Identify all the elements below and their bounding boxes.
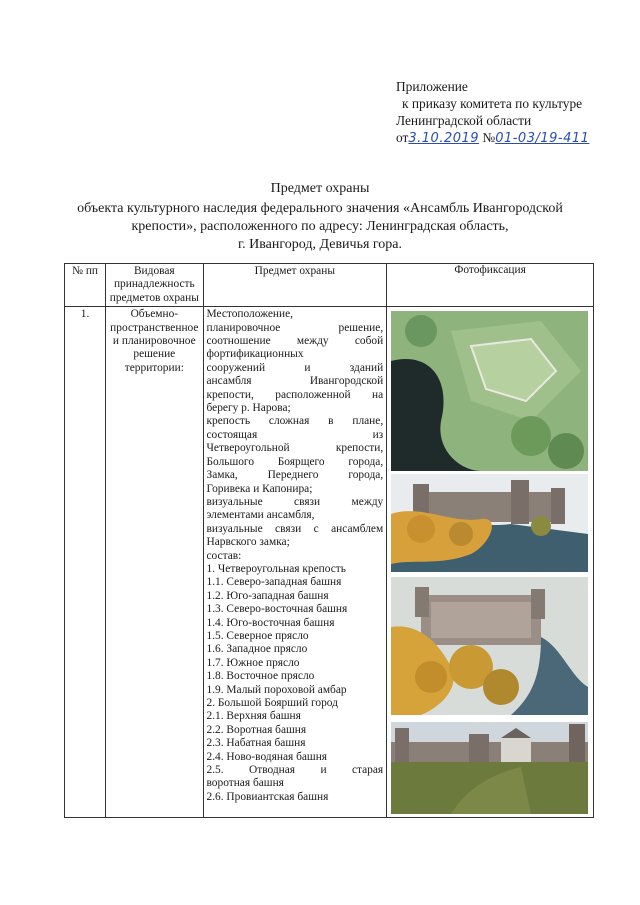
subject-line: 2.3. Набатная башня	[206, 737, 306, 750]
aerial-photo-icon	[391, 311, 588, 471]
row-type: Объемно-пространственное и планировочное решение территории:	[106, 307, 203, 818]
number-prefix: №	[482, 130, 496, 145]
subject-line: Большого Боярщего города,	[206, 455, 384, 468]
subject-line: 2.4. Ново-водяная башня	[206, 750, 328, 763]
header-type: Видовая принадлежность предметов охраны	[106, 264, 203, 307]
subject-line: 1.5. Северное прясло	[206, 629, 309, 642]
subject-line: элементами ансамбля,	[206, 509, 315, 522]
appendix-title: Приложение	[396, 79, 468, 94]
subject-line: Замка, Переднего города,	[206, 469, 384, 482]
subject-line: 1.3. Северо-восточная башня	[206, 603, 348, 616]
fortress-autumn-photo-icon	[391, 474, 588, 572]
header-photo: Фотофиксация	[387, 264, 594, 307]
fortress-aerial-autumn-photo-icon	[391, 577, 588, 715]
heading-line-3: г. Ивангород, Девичья гора.	[237, 237, 403, 252]
subject-line: 1.7. Южное прясло	[206, 656, 300, 669]
subject-line: 1.2. Юго-западная башня	[206, 589, 329, 602]
header-subject: Предмет охраны	[203, 264, 387, 307]
appendix-committee-line: Ленинградской области	[396, 113, 532, 128]
subject-line: Горивека и Капонира;	[206, 482, 313, 495]
subject-line: состав:	[206, 549, 242, 562]
subject-line: крепости, расположенной на	[206, 388, 384, 401]
subject-line: 1.9. Малый пороховой амбар	[206, 683, 347, 696]
subject-line: Местоположение,	[206, 308, 294, 321]
heading-line-1: объекта культурного наследия федерального значения «Ансамбль Ивангородской	[77, 201, 563, 216]
subject-line: воротная башня	[206, 777, 284, 790]
subject-line: соотношение между собой	[206, 335, 384, 348]
subject-line: 1.4. Юго-восточная башня	[206, 616, 335, 629]
date-prefix: от	[396, 130, 409, 145]
subject-line: планировочное решение,	[206, 321, 384, 334]
subject-line: 2. Большой Боярший город	[206, 697, 338, 709]
row-subject	[203, 307, 387, 818]
table-header-row	[65, 264, 594, 307]
subject-line: Нарвского замка;	[206, 536, 290, 549]
subject-line: фортификационных	[206, 348, 304, 361]
subject-line: ансамбля Ивангородской	[206, 375, 384, 388]
subject-line: визуальные связи с ансамблем	[206, 522, 384, 535]
header-num: № пп	[65, 264, 106, 307]
subject-line: Четвероугольной крепости,	[206, 442, 384, 455]
subject-line: 1. Четвероугольная крепость	[206, 562, 346, 575]
row-photos	[387, 307, 594, 818]
table-row	[65, 307, 594, 818]
appendix-header	[396, 78, 589, 147]
subject-line: визуальные связи между	[206, 495, 384, 508]
document-heading	[20, 180, 620, 254]
subject-line: 2.1. Верхняя башня	[206, 710, 301, 723]
subject-line: 1.8. Восточное прясло	[206, 670, 315, 683]
subject-line: крепость сложная в плане,	[206, 415, 384, 428]
subject-line: 2.6. Провиантская башня	[206, 790, 329, 803]
subject-line: сооружений и зданий	[206, 361, 384, 374]
fortress-courtyard-photo-icon	[391, 722, 588, 814]
appendix-date-number	[396, 129, 589, 147]
subject-line: 2.2. Воротная башня	[206, 723, 307, 736]
heading-line-2: крепости», расположенного по адресу: Ленинградская область,	[131, 219, 509, 234]
handwritten-number: 01-03/19-411	[495, 131, 590, 146]
handwritten-date: 3.10.2019	[408, 131, 480, 146]
subject-line: берегу р. Нарова;	[206, 402, 291, 415]
appendix-order-line: к приказу комитета по культуре	[402, 96, 583, 111]
subject-line: 1.6. Западное прясло	[206, 643, 308, 656]
subject-line: состоящая из	[206, 428, 384, 441]
subject-line: 2.5. Отводная и старая	[206, 764, 384, 777]
heading-title: Предмет охраны	[270, 181, 370, 196]
subject-line: 1.1. Северо-западная башня	[206, 576, 342, 589]
protection-subject-table	[64, 263, 594, 818]
row-num: 1.	[65, 307, 106, 818]
